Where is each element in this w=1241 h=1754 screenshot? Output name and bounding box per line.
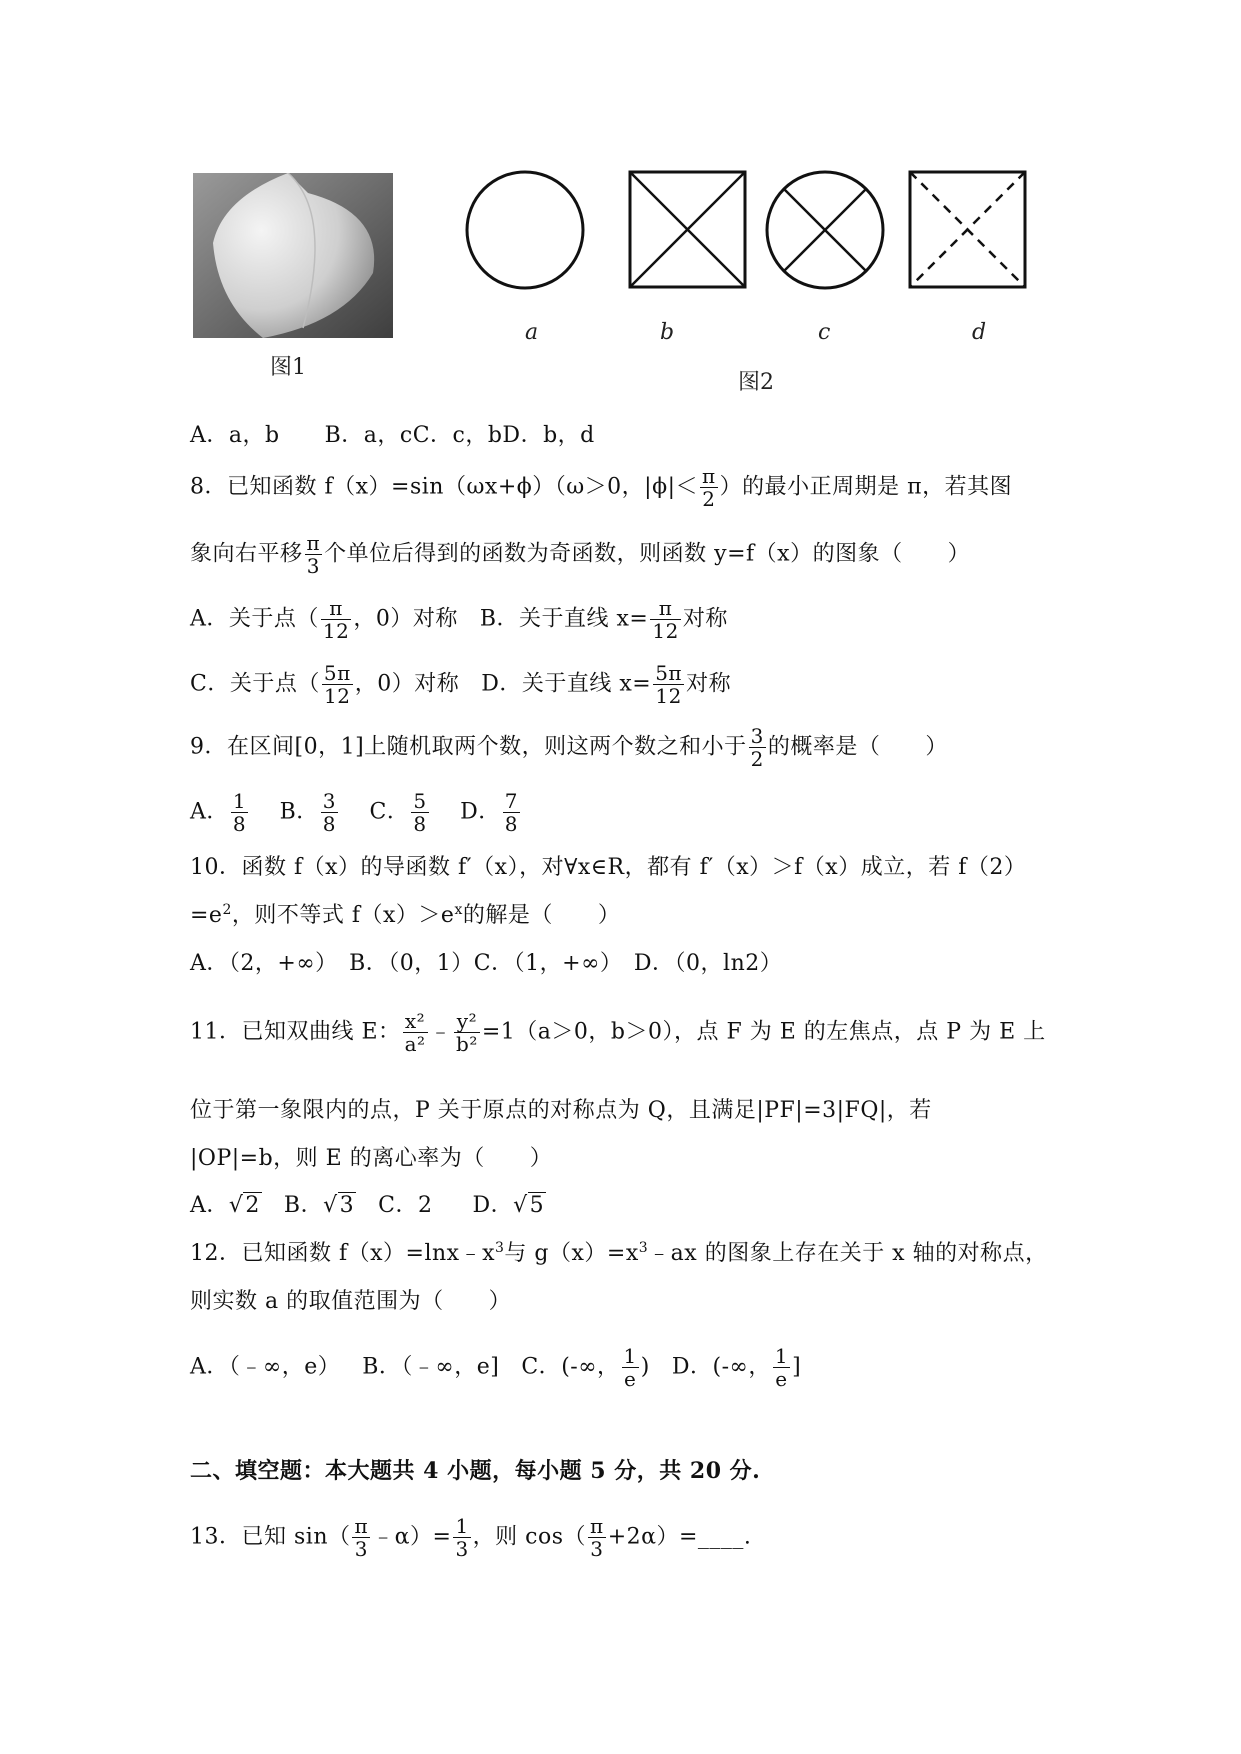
fraction: $\frac{\pi}{12}$: [322, 596, 350, 643]
figure-2-caption: 图2: [738, 370, 774, 395]
q10-options: A．（2，+∞） B．（0，1）C．（1，+∞） D．（0，ln2）: [190, 951, 783, 976]
q9-stem: 9．在区间[0，1]上随机取两个数，则这两个数之和小于 $\frac{3}{2}$ 的概率是（ ）: [190, 724, 948, 771]
figure-2-label-d: d: [972, 320, 987, 345]
q8-options-ab: A．关于点（ $\frac{\pi}{12}$ ，0）对称 B．关于直线 x= $\frac{\pi}{12}$ 对称: [190, 596, 728, 643]
fraction: $\frac{1}{3}$: [455, 1514, 469, 1561]
q12-stem-line1: 12．已知函数 $f(x)=\ln x﹣x^3$与 $g(x)=x^3﹣ax$ 的图象上存在关于 x 轴的对称点，: [190, 1240, 1048, 1266]
q11-stem-line1: 11．已知双曲线 E： $\frac{\text{x²}}{\text{a²}}$ ﹣ $\frac{\text{y²}}{\text{b²}}$ =1（a＞0，b＞0），点 F 为 E 的左焦点，点 P 为 E 上: [190, 1009, 1046, 1056]
q10-stem-line1: 10．函数 f（x）的导函数 f′（x），对∀x∈R，都有 f′（x）＞f（x）成立，若 f（2）: [190, 855, 1027, 880]
q9-options: A． $\frac{1}{8}$ B． $\frac{3}{8}$ C． $\frac{5}{8}$ D． $\frac{7}{8}$: [190, 789, 518, 836]
q8-options-cd: C．关于点（ $\frac{5\pi}{12}$ ，0）对称 D．关于直线 x= $\frac{5\pi}{12}$ 对称: [190, 661, 732, 708]
fraction: $\frac{\pi}{3}$: [306, 531, 321, 578]
fraction: $\frac{7}{8}$: [504, 789, 518, 836]
figure-2-label-b: b: [660, 320, 675, 345]
figure-2-label-a: a: [525, 320, 539, 345]
q8-stem-line2: 象向右平移 $\frac{\pi}{3}$ 个单位后得到的函数为奇函数，则函数 y=f（x）的图象（ ）: [190, 531, 971, 578]
fraction: $\frac{1}{8}$: [232, 789, 247, 836]
q11-stem-line2: 位于第一象限内的点，P 关于原点的对称点为 Q，且满足|PF|=3|FQ|，若: [190, 1098, 932, 1123]
fraction: $\frac{5}{8}$: [413, 789, 427, 836]
sqrt: √3: [323, 1193, 355, 1218]
fraction: $\frac{1}{e}$: [774, 1344, 789, 1391]
fraction: $\frac{\pi}{12}$: [652, 596, 679, 643]
q12-stem-line2: 则实数 a 的取值范围为（ ）: [190, 1289, 512, 1314]
fraction: $\frac{\pi}{3}$: [590, 1514, 604, 1561]
q12-options: A．（﹣∞，e） B．（﹣∞，e] C．(-∞， $\frac{1}{e}$ ) D．(-∞， $\frac{1}{e}$ ]: [190, 1344, 802, 1391]
q10-stem-line2: $=e^2$，则不等式 $f(x)>e^x$的解是（ ）: [190, 902, 621, 928]
sqrt: √5: [513, 1193, 545, 1218]
fraction: $\frac{5\pi}{12}$: [655, 661, 683, 708]
q8-stem-line1: 8．已知函数 f（x）=sin（ωx+ϕ）（ω＞0，|ϕ|＜ $\frac{\pi}{2}$ ）的最小正周期是 π，若其图: [190, 464, 1013, 511]
sqrt: √2: [228, 1193, 260, 1218]
fraction: $\frac{3}{8}$: [322, 789, 337, 836]
fraction: $\frac{1}{e}$: [623, 1344, 637, 1391]
fraction: $\frac{\pi}{2}$: [702, 464, 716, 511]
fraction: $\frac{\text{x²}}{\text{a²}}$: [404, 1009, 426, 1056]
figure-row: [190, 170, 1060, 410]
q11-options: A．√2 B．√3 C．2 D．√5: [190, 1193, 545, 1218]
fraction: $\frac{\text{y²}}{\text{b²}}$: [456, 1009, 478, 1056]
fraction: $\frac{3}{2}$: [750, 724, 764, 771]
figure-1-solid-image: [193, 173, 393, 338]
figure-2-label-c: c: [818, 320, 831, 345]
q11-stem-line3: |OP|=b，则 E 的离心率为（ ）: [190, 1146, 553, 1171]
section-2-heading: 二、填空题：本大题共 4 小题，每小题 5 分，共 20 分.: [190, 1458, 761, 1484]
q13-stem: 13．已知 sin（ $\frac{\pi}{3}$ ﹣α）= $\frac{1}{3}$ ，则 cos（ $\frac{\pi}{3}$ +2α）=____.: [190, 1514, 752, 1561]
figure-1-caption: 图1: [270, 355, 306, 380]
fraction: $\frac{5\pi}{12}$: [323, 661, 351, 708]
q7-options: A．a，b B．a，cC．c，bD．b，d: [190, 423, 595, 448]
fraction: $\frac{\pi}{3}$: [354, 1514, 369, 1561]
